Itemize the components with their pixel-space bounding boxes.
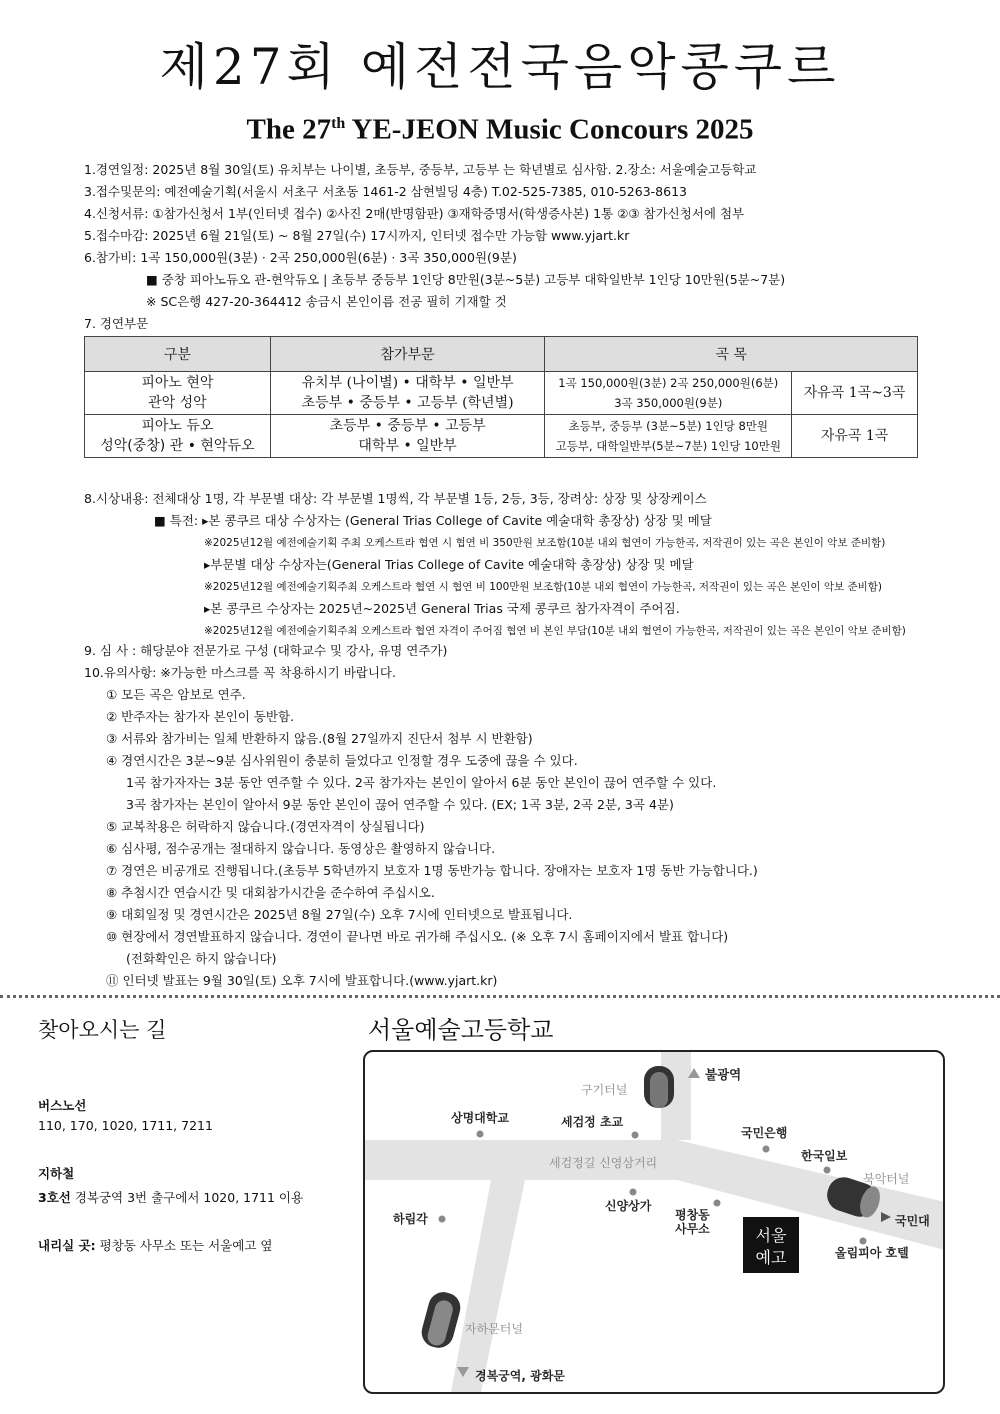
note-item: ③ 서류와 참가비는 일체 반환하지 않음.(8월 27일까지 진단서 첨부 시 반환함) (106, 731, 533, 746)
map-svg (365, 1052, 943, 1392)
caution-line: 10.유의사항: ※가능한 마스크를 꼭 착용하시기 바랍니다. (84, 665, 396, 680)
info-schedule: 1.경연일정: 2025년 8월 30일(토) 유치부는 나이별, 초등부, 중등부, 고등부 는 학년별로 심사함. 2.장소: 서울예술고등학교 (84, 162, 757, 177)
info-fee-ensemble: ■ 중창 피아노듀오 관-현악듀오 | 초등부 중등부 1인당 8만원(3분~5분) 고등부 대학일반부 1인당 10만원(5분~7분) (146, 272, 786, 287)
label-harim: 하림각 (393, 1212, 428, 1226)
info-fee: 6.참가비: 1곡 150,000원(3분) · 2곡 250,000원(6분) · 3곡 350,000원(9분) (84, 250, 517, 265)
note-item: ⑨ 대회일정 및 경연시간은 2025년 8월 27일(수) 오후 7시에 인터넷으로 발표됩니다. (106, 907, 573, 922)
info-fee-bank: ※ SC은행 427-20-364412 송금시 본인이름 전공 필히 기재할 것 (146, 294, 507, 309)
awards-block (84, 488, 906, 642)
bus-routes: 110, 170, 1020, 1711, 7211 (38, 1118, 213, 1133)
stop-info (38, 1236, 273, 1254)
col-header-piece: 곡 목 (545, 337, 918, 372)
row1-div2: 초등부 • 중등부 • 고등부 (학년별) (301, 395, 514, 411)
label-jaha: 자하문터널 (465, 1322, 523, 1336)
label-bukak: 북악터널 (863, 1172, 910, 1186)
label-gyeongbok: 경복궁역, 광화문 (475, 1369, 565, 1383)
label-sangmyung: 상명대학교 (451, 1111, 509, 1125)
subway-detail: 경복궁역 3번 출구에서 1020, 1711 이용 (70, 1190, 304, 1205)
label-pyeongchang-2: 사무소 (675, 1222, 710, 1236)
note-item: ⑦ 경연은 비공개로 진행됩니다.(초등부 5학년까지 보호자 1명 동반가능 합니다. 장애자는 보호자 1명 동반 가능합니다.) (106, 863, 758, 878)
note-item: ⑩ 현장에서 경연발표하지 않습니다. 경연이 끝나면 바로 귀가해 주십시오. (※ 오후 7시 홈페이지에서 발표 합니다) (106, 929, 729, 944)
note-item: ④ 경연시간은 3분~9분 심사위원이 충분히 들었다고 인정할 경우 도중에 끊을 수 있다. (106, 753, 578, 768)
gugi-tunnel-icon (644, 1066, 674, 1108)
row2-category (85, 415, 271, 458)
row2-div1: 초등부 • 중등부 • 고등부 (329, 418, 486, 434)
note-item: 3곡 참가자는 본인이 알아서 9분 동안 본인이 끊어 연주할 수 있다. (EX; 1곡 3분, 2곡 2분, 3곡 4분) (126, 797, 674, 812)
harim-dot (439, 1216, 446, 1223)
awards-note-1: ※2025년12월 예전예술기획 주최 오케스트라 협연 시 협연 비 350만원 보조함(10분 내외 협연이 가능한곡, 저작권이 있는 곡은 본인이 악보 준비함) (204, 537, 886, 549)
dotted-divider (0, 995, 1000, 998)
pyeongchang-dot (714, 1200, 721, 1207)
label-segeom-school: 세검정 초교 (561, 1115, 624, 1129)
row1-category (85, 372, 271, 415)
stop-heading: 내리실 곳: (38, 1238, 96, 1253)
label-road: 세검정길 신영삼거리 (549, 1156, 658, 1170)
note-item: ⑤ 교복착용은 허락하지 않습니다.(경연자격이 상실됩니다) (106, 819, 425, 834)
subway-heading: 지하철 (38, 1166, 75, 1181)
awards-special-1: ■ 특전: ▸본 콩쿠르 대상 수상자는 (General Trias College of Cavite 예술대학 총장상) 상장 및 메달 (154, 513, 712, 528)
notes-block (84, 640, 758, 992)
label-bulgwang: 불광역 (705, 1067, 742, 1082)
row2-fee (545, 415, 792, 458)
row1-fee1: 1곡 150,000원(3분) 2곡 250,000원(6분) (558, 376, 779, 390)
info-deadline: 5.접수마감: 2025년 6월 21일(토) ~ 8월 27일(수) 17시까지, 인터넷 접수만 가능함 www.yjart.kr (84, 228, 630, 243)
awards-summary: 8.시상내용: 전체대상 1명, 각 부문별 대상: 각 부문별 1명씩, 각 부문별 1등, 2등, 3등, 장려상: 상장 및 상장케이스 (84, 491, 707, 506)
sinyang-dot (630, 1189, 637, 1196)
label-olympia: 올림피아 호텔 (835, 1246, 909, 1260)
row1-cat2: 관악 성악 (148, 395, 207, 411)
subway-line: 3호선 (38, 1190, 71, 1205)
table-row (85, 415, 918, 458)
awards-special-3: ▸본 콩쿠르 수상자는 2025년~2025년 General Trias 국제 콩쿠르 참가자격이 주어짐. (204, 601, 680, 616)
row2-division (270, 415, 545, 458)
competition-table (84, 336, 918, 458)
school-label-1: 서울 (755, 1226, 787, 1245)
awards-note-2: ※2025년12월 예전예술기획주최 오케스트라 협연 시 협연 비 100만원 보조함(10분 내외 협연이 가능한곡, 저작권이 있는 곡은 본인이 악보 준비함) (204, 581, 882, 593)
row1-div1: 유치부 (나이별) • 대학부 • 일반부 (301, 375, 514, 391)
note-item: (전화확인은 하지 않습니다) (126, 951, 277, 966)
subway-info (38, 1188, 303, 1206)
info-block (84, 159, 964, 335)
note-item: ⑧ 추첨시간 연습시간 및 대회참가시간을 준수하여 주십시오. (106, 885, 435, 900)
row1-piece: 자유곡 1곡~3곡 (792, 372, 918, 415)
row2-div2: 대학부 • 일반부 (358, 438, 457, 454)
label-gugi: 구기터널 (581, 1083, 628, 1097)
page-title: 제27회 예전전국음악콩쿠르 (159, 38, 841, 96)
info-contact: 3.접수및문의: 예전예술기획(서울시 서초구 서초동 1461-2 삼현빌딩 4층) T.02-525-7385, 010-5263-8613 (84, 184, 687, 199)
subtitle-pre: The 27 (246, 113, 332, 146)
road-south (451, 1180, 525, 1392)
location-map (363, 1050, 945, 1394)
label-pyeongchang-1: 평창동 (675, 1208, 710, 1222)
col-header-category: 구분 (85, 337, 271, 372)
label-kookmin-bank: 국민은행 (741, 1126, 788, 1140)
awards-special-2: ▸부문별 대상 수상자는(General Trias College of Cavite 예술대학 총장상) 상장 및 메달 (204, 557, 694, 572)
school-label-2: 예고 (755, 1248, 787, 1267)
label-sinyang: 신양상가 (605, 1199, 652, 1213)
row2-fee2: 고등부, 대학일반부(5분~7분) 1인당 10만원 (555, 439, 781, 453)
note-item: ⑥ 심사평, 점수공개는 절대하지 않습니다. 동영상은 촬영하지 않습니다. (106, 841, 496, 856)
note-item: ⑪ 인터넷 발표는 9월 30일(토) 오후 7시에 발표합니다.(www.yjart.kr) (106, 973, 498, 988)
row2-piece: 자유곡 1곡 (792, 415, 918, 458)
table-header-row (85, 337, 918, 372)
jaha-tunnel-icon (418, 1289, 463, 1351)
stop-detail: 평창동 사무소 또는 서울예고 옆 (95, 1238, 273, 1253)
row1-fee (545, 372, 792, 415)
label-hankook: 한국일보 (801, 1149, 848, 1163)
col-header-division: 참가부문 (270, 337, 545, 372)
info-documents: 4.신청서류: ①참가신청서 1부(인터넷 접수) ②사진 2매(반명함판) ③재학증명서(학생증사본) 1통 ②③ 참가신청서에 첨부 (84, 206, 745, 221)
school-title: 서울예술고등학교 (368, 1016, 554, 1044)
row1-cat1: 피아노 현악 (141, 375, 214, 391)
subtitle-sup: th (331, 115, 346, 132)
info-sections: 7. 경연부문 (84, 316, 149, 331)
kookmin-bank-dot (763, 1146, 770, 1153)
awards-note-3: ※2025년12월 예전예술기획주최 오케스트라 협연 자격이 주어짐 협연 비 본인 부담(10분 내외 협연이 가능한곡, 저작권이 있는 곡은 본인이 악보 준비함) (204, 625, 906, 637)
table-row (85, 372, 918, 415)
label-kookmin-univ: 국민대 (895, 1214, 930, 1228)
note-item: ② 반주자는 참가자 본인이 동반함. (106, 709, 295, 724)
row2-cat2: 성악(중창) 관 • 현악듀오 (100, 438, 255, 454)
sangmyung-dot (477, 1131, 484, 1138)
directions-title: 찾아오시는 길 (38, 1018, 167, 1042)
hankook-dot (824, 1167, 831, 1174)
row1-fee2: 3곡 350,000원(9분) (614, 396, 723, 410)
row2-cat1: 피아노 듀오 (141, 418, 214, 434)
bus-heading: 버스노선 (38, 1098, 87, 1113)
row2-fee1: 초등부, 중등부 (3분~5분) 1인당 8만원 (568, 419, 768, 433)
judges-line: 9. 심 사 : 해당분야 전문가로 구성 (대학교수 및 강사, 유명 연주가) (84, 643, 448, 658)
note-item: ① 모든 곡은 암보로 연주. (106, 687, 246, 702)
note-item: 1곡 참가자자는 3분 동안 연주할 수 있다. 2곡 참가자는 본인이 알아서 6분 동안 본인이 끊어 연주할 수 있다. (126, 775, 717, 790)
segeom-dot (632, 1132, 639, 1139)
subtitle-post: YE-JEON Music Concours 2025 (345, 113, 754, 146)
row1-division (270, 372, 545, 415)
olympia-dot (860, 1238, 867, 1245)
page-subtitle (0, 106, 1000, 148)
